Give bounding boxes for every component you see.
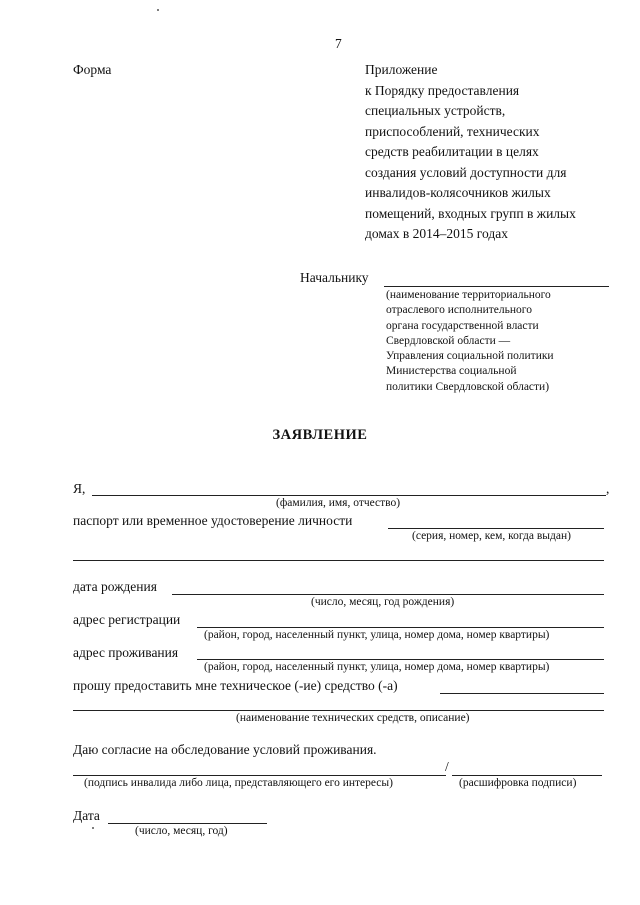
passport-label: паспорт или временное удостоверение личности: [73, 513, 353, 528]
signature-decode-input-line[interactable]: [452, 775, 602, 776]
appendix-line: специальных устройств,: [365, 103, 506, 118]
passport-hint: (серия, номер, кем, когда выдан): [412, 530, 571, 542]
reg-hint: (район, город, населенный пункт, улица, номер дома, номер квартиры): [204, 629, 550, 641]
appendix-block: [365, 60, 576, 245]
appendix-line: средств реабилитации в целях: [365, 144, 539, 159]
page-number: 7: [335, 36, 342, 51]
addressee-hint-line: политики Свердловской области): [386, 380, 550, 393]
scan-speck: [92, 827, 94, 829]
signature-hint: (подпись инвалида либо лица, представляющего его интересы): [84, 777, 393, 789]
date-input-line[interactable]: [108, 823, 267, 824]
appendix-line: к Порядку предоставления: [365, 82, 520, 98]
date-hint: (число, месяц, год): [135, 825, 228, 837]
fio-input-line[interactable]: [92, 495, 606, 496]
addressee-hint: [386, 288, 554, 395]
addressee-hint-line: Свердловской области —: [386, 334, 511, 347]
appendix-line: создания условий доступности для: [365, 164, 567, 180]
document-title: ЗАЯВЛЕНИЕ: [272, 427, 368, 443]
addressee-input-line[interactable]: [384, 286, 609, 287]
request-label: прошу предоставить мне техническое (-ие) средство (-а): [73, 678, 398, 693]
request-continuation-line[interactable]: [73, 710, 604, 711]
form-label: Форма: [73, 62, 112, 77]
appendix-line: инвалидов-колясочников жилых: [365, 185, 551, 200]
appendix-line: помещений, входных групп в жилых: [365, 205, 576, 221]
trailing-comma: ,: [606, 481, 610, 496]
addressee-label: Начальнику: [300, 270, 369, 285]
addressee-hint-line: (наименование территориального: [386, 289, 551, 301]
reg-input-line[interactable]: [197, 627, 604, 628]
addressee-hint-line: органа государственной власти: [386, 319, 539, 332]
birth-input-line[interactable]: [172, 594, 604, 595]
live-input-line[interactable]: [197, 659, 604, 660]
reg-label: адрес регистрации: [73, 612, 181, 627]
passport-continuation-line[interactable]: [73, 560, 604, 561]
i-label: Я,: [73, 481, 86, 496]
scan-speck: [157, 9, 159, 11]
addressee-hint-line: Министерства социальной: [386, 365, 517, 378]
signature-slash: /: [445, 759, 449, 774]
request-hint: (наименование технических средств, описание): [236, 712, 470, 724]
appendix-line: приспособлений, технических: [365, 123, 540, 139]
addressee-hint-line: Управления социальной политики: [386, 350, 554, 363]
appendix-line: домах в 2014–2015 годах: [365, 226, 508, 241]
request-input-line[interactable]: [440, 693, 604, 694]
live-label: адрес проживания: [73, 645, 179, 660]
birth-label: дата рождения: [73, 579, 157, 594]
live-hint: (район, город, населенный пункт, улица, номер дома, номер квартиры): [204, 661, 550, 673]
consent-text: Даю согласие на обследование условий проживания.: [73, 742, 377, 757]
signature-decode-hint: (расшифровка подписи): [459, 777, 577, 789]
appendix-line: Приложение: [365, 62, 438, 77]
addressee-hint-line: отраслевого исполнительного: [386, 304, 532, 317]
birth-hint: (число, месяц, год рождения): [311, 596, 455, 608]
fio-hint: (фамилия, имя, отчество): [276, 497, 401, 509]
signature-input-line[interactable]: [73, 775, 446, 776]
passport-input-line[interactable]: [388, 528, 604, 529]
date-label: Дата: [73, 808, 100, 823]
